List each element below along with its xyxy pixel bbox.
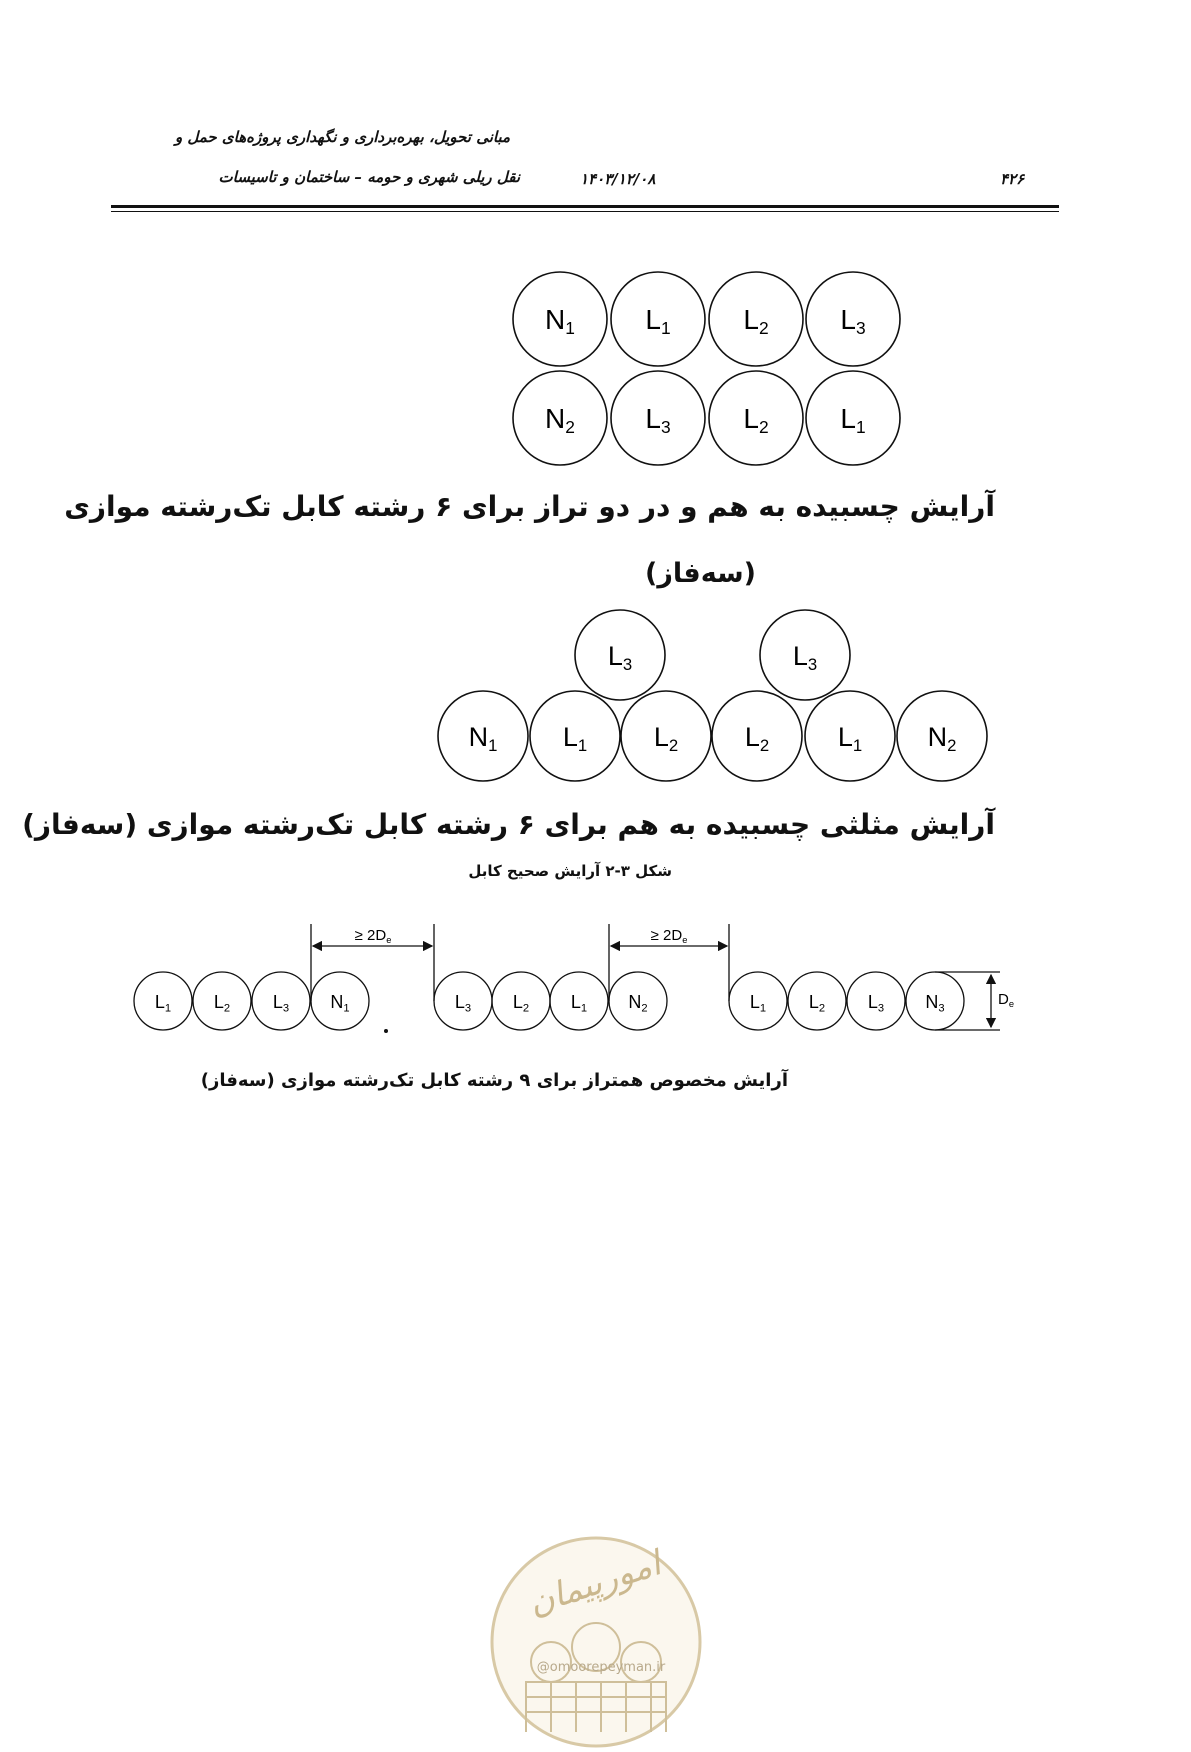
watermark-logo (486, 1532, 706, 1752)
figure1-caption-line1: آرایش چسبیده به هم و در دو تراز برای ۶ رشته کابل تک‌رشته موازی (64, 490, 995, 523)
cable-label: L1 (645, 304, 671, 339)
spacing-label: ≥ 2De (354, 927, 392, 945)
diameter-label: De (998, 991, 1015, 1009)
watermark-logo-text: امورپیمان (523, 1543, 666, 1624)
figure1-caption-line2: (سه‌فاز) (645, 558, 756, 589)
cable-label: L2 (744, 722, 770, 756)
cable-label: L3 (792, 641, 818, 675)
cable-label: L3 (867, 992, 885, 1015)
cable-label: L2 (743, 304, 769, 339)
figure-number-caption: شکل ۳-۲ آرایش صحیح کابل (468, 862, 672, 880)
cable-label: L3 (607, 641, 633, 675)
cable-label: L2 (743, 403, 769, 438)
cable-label: N2 (927, 722, 957, 756)
page-number: ۴۲۶ (1000, 170, 1025, 188)
cable-label: L2 (653, 722, 679, 756)
figure2-caption: آرایش مثلثی چسبیده به هم برای ۶ رشته کابل تک‌رشته موازی (سه‌فاز) (22, 808, 995, 841)
cable-label: L1 (562, 722, 588, 756)
cable-label: N3 (925, 992, 945, 1015)
cable-label: N1 (330, 992, 350, 1015)
cable-label: L1 (154, 992, 172, 1015)
cable-label: N1 (545, 304, 575, 339)
figure2-diagram (438, 610, 987, 781)
cable-label: L3 (840, 304, 866, 339)
header-title-line1: مبانی تحویل، بهره‌برداری و نگهداری پروژه‌های حمل و (174, 128, 510, 146)
cable-label: N1 (468, 722, 498, 756)
header-date: ۱۴۰۳/۱۲/۰۸ (580, 170, 656, 188)
figure3-diagram (134, 924, 1014, 1033)
cable-label: L1 (837, 722, 863, 756)
cable-label: N2 (545, 403, 575, 438)
cable-label: L2 (213, 992, 231, 1015)
cable-label: N2 (628, 992, 648, 1015)
cable-label: L3 (454, 992, 472, 1015)
cable-label: L3 (645, 403, 671, 438)
header-title-line2: نقل ریلی شهری و حومه – ساختمان و تاسیسات (218, 168, 520, 186)
cable-label: L1 (749, 992, 767, 1015)
figure3-caption: آرایش مخصوص همتراز برای ۹ رشته کابل تک‌رشته موازی (سه‌فاز) (200, 1070, 788, 1091)
spacing-label: ≥ 2De (650, 927, 688, 945)
cable-label: L1 (570, 992, 588, 1015)
cable-label: L3 (272, 992, 290, 1015)
figure1-diagram (513, 272, 900, 465)
speck (384, 1029, 388, 1033)
cable-label: L2 (808, 992, 826, 1015)
cable-label: L2 (512, 992, 530, 1015)
cable-label: L1 (840, 403, 866, 438)
watermark-site: @omoorepeyman.ir (536, 1660, 666, 1675)
